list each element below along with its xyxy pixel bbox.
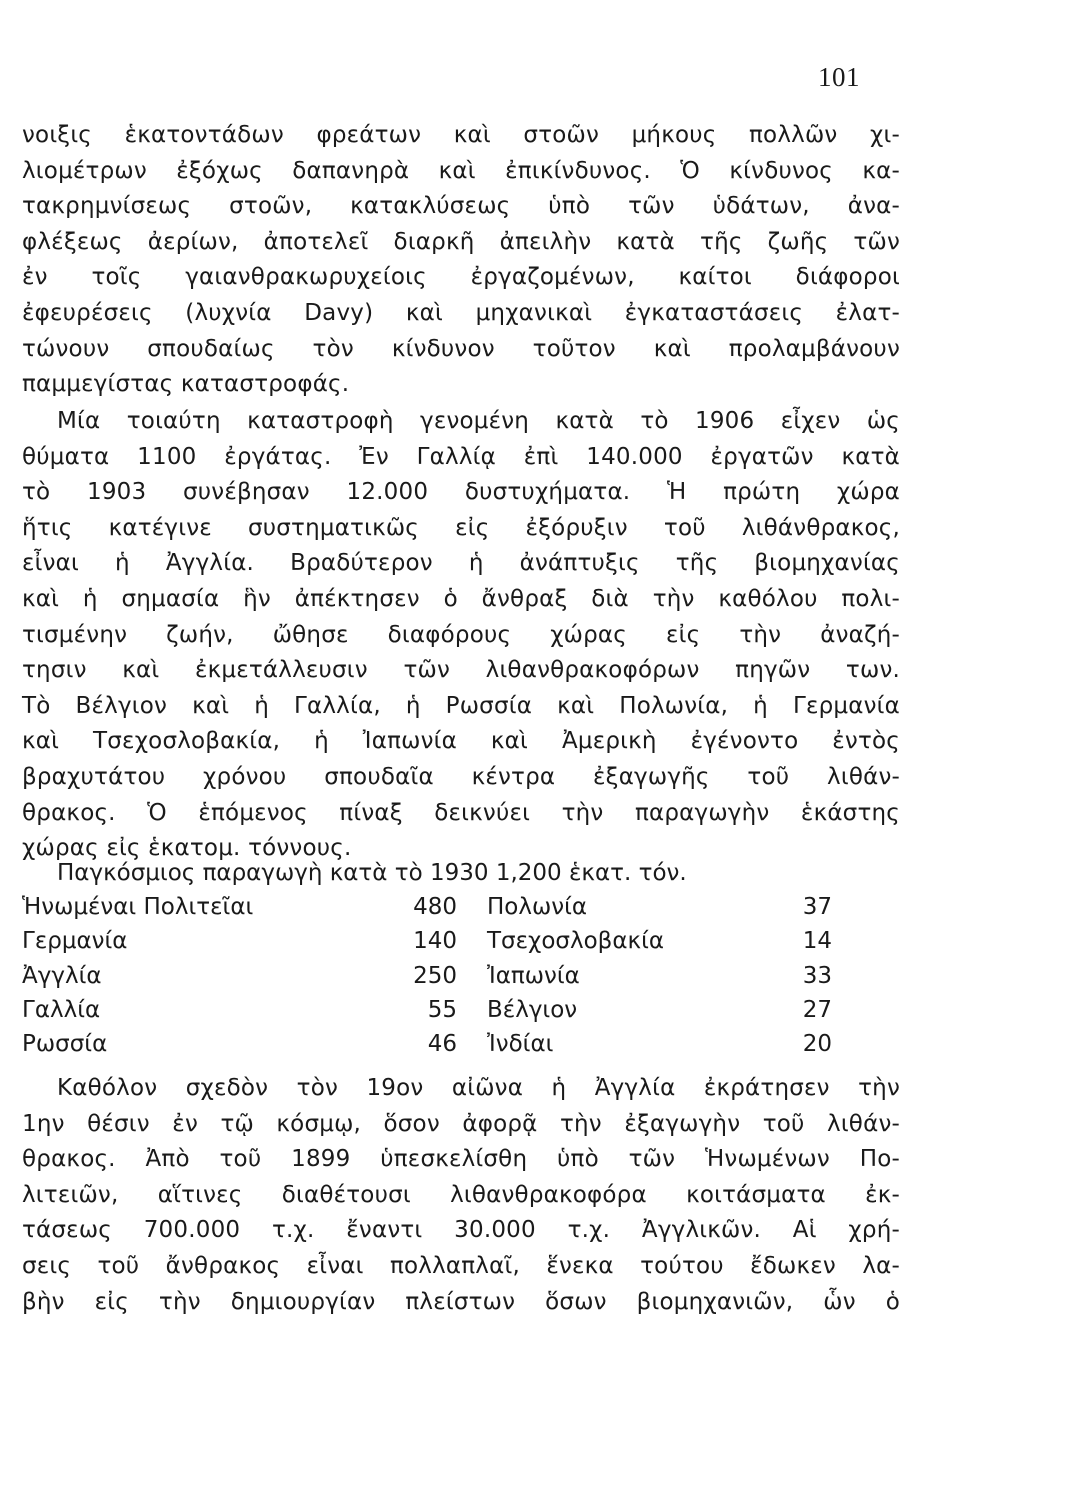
text-line: τακρημνίσεως στοῶν, κατακλύσεως ὑπὸ τῶν ὑδάτων, ἀνα- (22, 193, 900, 220)
text-line: ἐν τοῖς γαιανθρακωρυχείοις ἐργαζομένων, καίτοι διάφοροι (22, 264, 900, 291)
text-line: σεις τοῦ ἄνθρακος εἶναι πολλαπλαῖ, ἕνεκα τούτου ἔδωκεν λα- (22, 1252, 900, 1279)
text-line: θρακος. Ὁ ἑπόμενος πίναξ δεικνύει τὴν παραγωγὴν ἑκάστης (22, 799, 900, 826)
text-line: φλέξεως ἀερίων, ἀποτελεῖ διαρκῆ ἀπειλὴν κατὰ τῆς ζωῆς τῶν (22, 228, 900, 255)
table-row (22, 925, 842, 959)
text-line: τησιν καὶ ἐκμετάλλευσιν τῶν λιθανθρακοφόρων πηγῶν των. (22, 657, 900, 684)
production-value: 14 (802, 928, 832, 955)
country-name: Πολωνία (487, 894, 588, 920)
text-line: λιομέτρων ἐξόχως δαπανηρὰ καὶ ἐπικίνδυνος. Ὁ κίνδυνος κα- (22, 157, 900, 184)
country-name: Γαλλία (22, 996, 101, 1023)
paragraph-mining-dangers (22, 118, 900, 403)
table-row (22, 994, 842, 1028)
country-name: Ἰαπωνία (487, 962, 580, 989)
country-name: Ἀγγλία (22, 962, 102, 989)
text-line: βραχυτάτου χρόνου σπουδαῖα κέντρα ἐξαγωγῆς τοῦ λιθάν- (22, 763, 900, 790)
text-line: τάσεως 700.000 τ.χ. ἔναντι 30.000 τ.χ. Ἀγγλικῶν. Αἱ χρή- (22, 1217, 900, 1244)
country-name: Βέλγιον (487, 996, 578, 1023)
production-value: 55 (427, 996, 457, 1023)
country-name: Ἡνωμέναι Πολιτεῖαι (22, 894, 254, 920)
production-value: 27 (802, 996, 832, 1023)
text-line: τισμένην ζωήν, ὤθησε διαφόρους χώρας εἰς τὴν ἀναζή- (22, 621, 900, 648)
table-row (22, 960, 842, 994)
text-line: θύματα 1100 ἐργάτας. Ἐν Γαλλίᾳ ἐπὶ 140.000 ἐργατῶν κατὰ (22, 443, 900, 470)
text-line: παμμεγίστας καταστροφάς. (22, 371, 350, 398)
table-row (22, 891, 842, 925)
text-line: Τὸ Βέλγιον καὶ ἡ Γαλλία, ἡ Ρωσσία καὶ Πολωνία, ἡ Γερμανία (22, 692, 900, 719)
country-name: Τσεχοσλοβακία (487, 928, 665, 955)
table-row (22, 1028, 842, 1062)
text-line: θρακος. Ἀπὸ τοῦ 1899 ὑπεσκελίσθη ὑπὸ τῶν Ἡνωμένων Πο- (22, 1146, 900, 1173)
text-line: ἐφευρέσεις (λυχνία Davy) καὶ μηχανικαὶ ἐγκαταστάσεις ἐλατ- (22, 299, 900, 326)
production-value: 140 (413, 928, 457, 955)
production-value: 20 (802, 1031, 832, 1058)
text-line: εἶναι ἡ Ἀγγλία. Βραδύτερον ἡ ἀνάπτυξις τῆς βιομηχανίας (22, 550, 900, 577)
paragraph-mining-history (22, 404, 900, 867)
production-table (22, 891, 842, 1062)
country-name: Γερμανία (22, 928, 128, 955)
production-value: 480 (413, 894, 457, 920)
text-line: καὶ ἡ σημασία ἣν ἀπέκτησεν ὁ ἄνθραξ διὰ τὴν καθόλου πολι- (22, 585, 900, 612)
production-value: 33 (802, 962, 832, 989)
country-name: Ρωσσία (22, 1031, 108, 1058)
text-line: τώνουν σπουδαίως τὸν κίνδυνον τοῦτον καὶ προλαμβάνουν (22, 335, 900, 362)
text-line: τὸ 1903 συνέβησαν 12.000 δυστυχήματα. Ἡ πρώτη χώρα (22, 479, 900, 506)
text-line: Καθόλον σχεδὸν τὸν 19ον αἰῶνα ἡ Ἀγγλία ἐκράτησεν τὴν (57, 1075, 900, 1101)
production-value: 250 (413, 962, 457, 989)
text-line: 1ην θέσιν ἐν τῷ κόσμῳ, ὅσον ἀφορᾷ τὴν ἐξαγωγὴν τοῦ λιθάν- (22, 1110, 900, 1137)
production-value: 37 (802, 894, 832, 920)
production-value: 46 (427, 1031, 457, 1058)
text-line: βὴν εἰς τὴν δημιουργίαν πλείστων ὅσων βιομηχανιῶν, ὧν ὁ (22, 1288, 900, 1315)
text-line: λιτειῶν, αἵτινες διαθέτουσι λιθανθρακοφόρα κοιτάσματα ἐκ- (22, 1181, 900, 1208)
text-line: καὶ Τσεχοσλοβακία, ἡ Ἰαπωνία καὶ Ἀμερικὴ ἐγένοντο ἐντὸς (22, 728, 900, 755)
text-line: ἥτις κατέγινε συστηματικῶς εἰς ἐξόρυξιν τοῦ λιθάνθρακος, (22, 514, 900, 541)
text-line: χώρας εἰς ἑκατομ. τόννους. (22, 835, 352, 862)
page-number: 101 (818, 62, 860, 92)
table-heading: Παγκόσμιος παραγωγὴ κατὰ τὸ 1930 1,200 ἑκατ. τόν. (57, 860, 687, 886)
text-line: Μία τοιαύτη καταστροφὴ γενομένη κατὰ τὸ 1906 εἶχεν ὡς (57, 408, 900, 434)
text-line: νοιξις ἑκατοντάδων φρεάτων καὶ στοῶν μήκους πολλῶν χι- (22, 122, 900, 148)
country-name: Ἰνδίαι (487, 1031, 554, 1058)
paragraph-england-export (22, 1071, 900, 1320)
